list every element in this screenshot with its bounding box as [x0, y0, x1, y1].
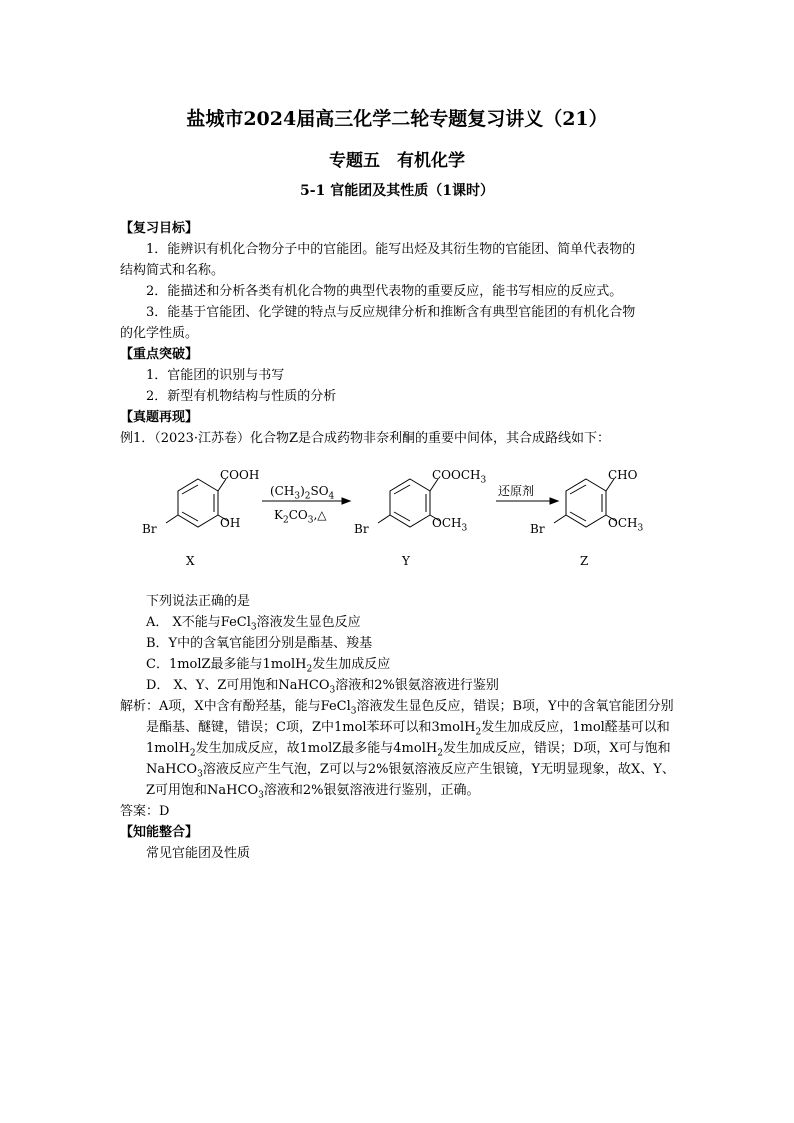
focus-1: 1．官能团的识别与书写	[146, 368, 285, 383]
z-aldehyde-group: CHO	[608, 468, 638, 482]
analysis-text: 解析：A项，X中含有酚羟基，能与FeCl$_3$溶液发生显色反应，错误；B项，Y中的含氧官能团分别是酯基、醚键，错误；C项，Z中1mol苯环可以和3molH$_2$发生加成反应，1mol醛基可以和1molH$_2$发生加成反应，故1molZ最多能与4molH$_2$发生加成反应，错误；D项，X可与饱和NaHCO$_3$溶液反应产生气泡，Z可以与2%银氨溶液反应产生银镜，Y无明显现象，故X、Y、Z可用饱和NaHCO$_3$溶液和2%银氨溶液进行鉴别，正确。	[120, 699, 675, 801]
y-ester-group: $COOCH_3$	[432, 468, 487, 486]
integration-1: 常见官能团及性质	[146, 846, 251, 861]
option-a: A． X不能与FeCl$_3$溶液发生显色反应	[146, 615, 361, 633]
document-title: 盐城市2024届高三化学二轮专题复习讲义（21）	[186, 108, 608, 130]
benzene-ring-z	[554, 479, 616, 527]
answer-text: 答案：D	[120, 804, 170, 819]
topic-title: 专题五 有机化学	[329, 151, 465, 171]
question-stem: 下列说法正确的是	[146, 594, 251, 609]
benzene-ring-x	[166, 479, 228, 527]
x-carboxyl-group: COOH	[220, 468, 260, 482]
arrow1-reagent: $(CH_3)_2SO_4$	[270, 484, 335, 502]
compound-y-label: Y	[402, 554, 410, 568]
z-methoxy-group: $OCH_3$	[608, 516, 644, 534]
goal-3b: 的化学性质。	[120, 326, 199, 341]
exam-heading: 【真题再现】	[120, 410, 199, 425]
goals-heading: 【复习目标】	[120, 221, 199, 236]
y-methoxy-group: $OCH_3$	[432, 516, 468, 534]
goal-3a: 3．能基于官能团、化学键的特点与反应规律分析和推断含有典型官能团的有机化合物	[146, 305, 636, 320]
section-title: 5-1 官能团及其性质（1课时）	[300, 183, 494, 199]
example-intro: 例1．（2023·江苏卷）化合物Z是合成药物非奈利酮的重要中间体，其合成路线如下：	[120, 431, 611, 446]
option-b: B．Y中的含氧官能团分别是酯基、羧基	[146, 636, 373, 651]
goal-2: 2．能描述和分析各类有机化合物的典型代表物的重要反应，能书写相应的反应式。	[146, 284, 623, 299]
focus-heading: 【重点突破】	[120, 347, 199, 362]
z-bromo-group: Br	[530, 522, 545, 536]
integration-heading: 【知能整合】	[120, 825, 199, 840]
goal-1b: 结构简式和名称。	[120, 263, 225, 278]
compound-x-label: X	[186, 554, 195, 568]
arrow1-condition: $K_2CO_3,\triangle$	[274, 508, 327, 526]
compound-z-label: Z	[580, 554, 589, 568]
main-content	[120, 218, 680, 864]
option-d: D． X、Y、Z可用饱和NaHCO$_3$溶液和2%银氨溶液进行鉴别	[146, 678, 499, 696]
arrow2-reagent: 还原剂	[498, 484, 535, 498]
benzene-ring-y	[378, 479, 440, 527]
option-c: C．1molZ最多能与1molH$_2$发生加成反应	[146, 657, 391, 675]
x-bromo-group: Br	[142, 522, 157, 536]
x-hydroxyl-group: OH	[220, 516, 241, 530]
focus-2: 2．新型有机物结构与性质的分析	[146, 389, 337, 404]
goal-1a: 1．能辨识有机化合物分子中的官能团。能写出烃及其衍生物的官能团、简单代表物的	[146, 242, 636, 257]
reaction-scheme-drawing	[120, 455, 680, 585]
y-bromo-group: Br	[354, 522, 369, 536]
reaction-scheme	[120, 455, 680, 585]
